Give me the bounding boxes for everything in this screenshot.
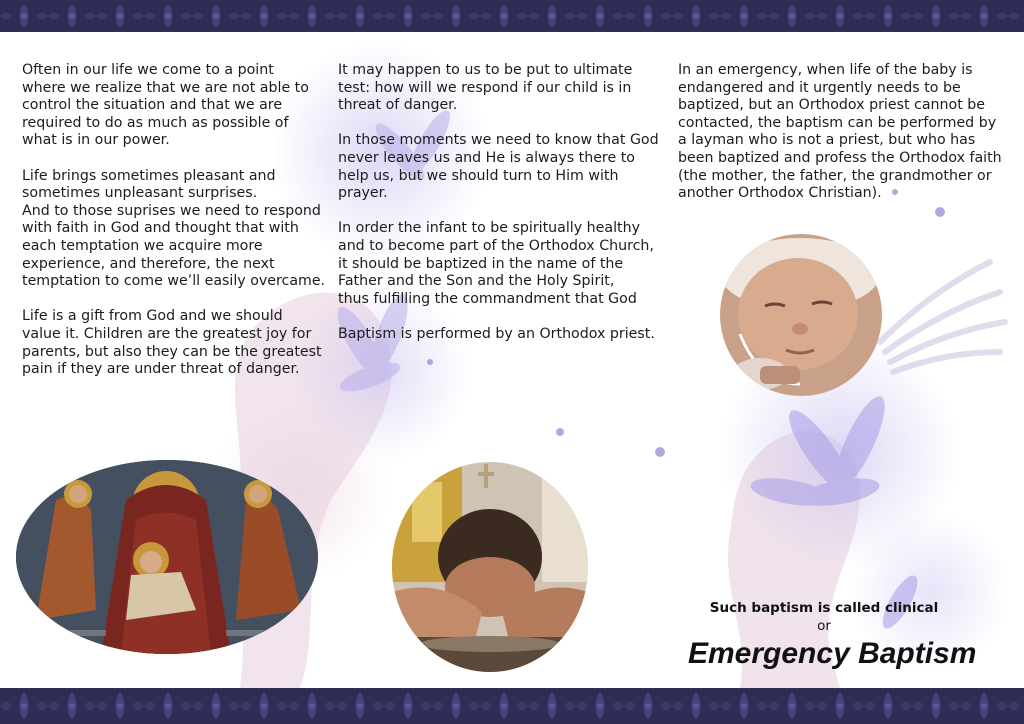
text-column-left	[22, 62, 332, 396]
paragraph: In those moments we need to know that God never leaves us and He is always there to help us, but we should turn to Him with prayer.	[338, 132, 659, 202]
paragraph: It may happen to us to be put to ultimate test: how will we respond if our child is in threat of danger.	[338, 62, 633, 114]
paragraph: Often in our life we come to a point where we realize that we are not able to control the situation and that we are required to do as much as possible of what is in our power.	[22, 62, 309, 149]
paragraph: Life brings sometimes pleasant and sometimes unpleasant surprises. And to those suprises we need to respond with faith in God and thought that with each temptation we acquire more experience, and therefore, the next temptation to come we’ll easily overcame.	[22, 167, 326, 290]
caption-or: or	[817, 618, 831, 634]
paragraph: In order the infant to be spiritually healthy and to become part of the Orthodox Church, it should be baptized in the name of the Father and the Son and the Holy Spirit, thus fulfilling the commandment that God	[338, 220, 654, 307]
baptism-immersion-photo	[392, 462, 588, 672]
bottom-ornamental-band	[0, 688, 1024, 724]
text-column-middle	[338, 62, 668, 361]
top-ornamental-band	[0, 0, 1024, 32]
caption-clinical-baptism: Such baptism is called clinical	[709, 600, 939, 616]
newborn-baby-photo	[720, 234, 882, 396]
paragraph: Life is a gift from God and we should value it. Children are the greatest joy for parents, but also they can be the greatest pain if they are under threat of danger.	[22, 308, 322, 378]
page-title: Emergency Baptism	[688, 637, 977, 670]
orthodox-icon-image	[16, 460, 318, 654]
text-column-right	[678, 62, 1008, 220]
paragraph: Baptism is performed by an Orthodox priest.	[338, 325, 655, 342]
paragraph: In an emergency, when life of the baby is endangered and it urgently needs to be baptized, but an Orthodox priest cannot be contacted, the baptism can be performed by a layman who is not a priest, but who has been baptized and profess the Orthodox faith (the mother, the father, the grandmother or another Orthodox Christian).	[678, 62, 1002, 202]
